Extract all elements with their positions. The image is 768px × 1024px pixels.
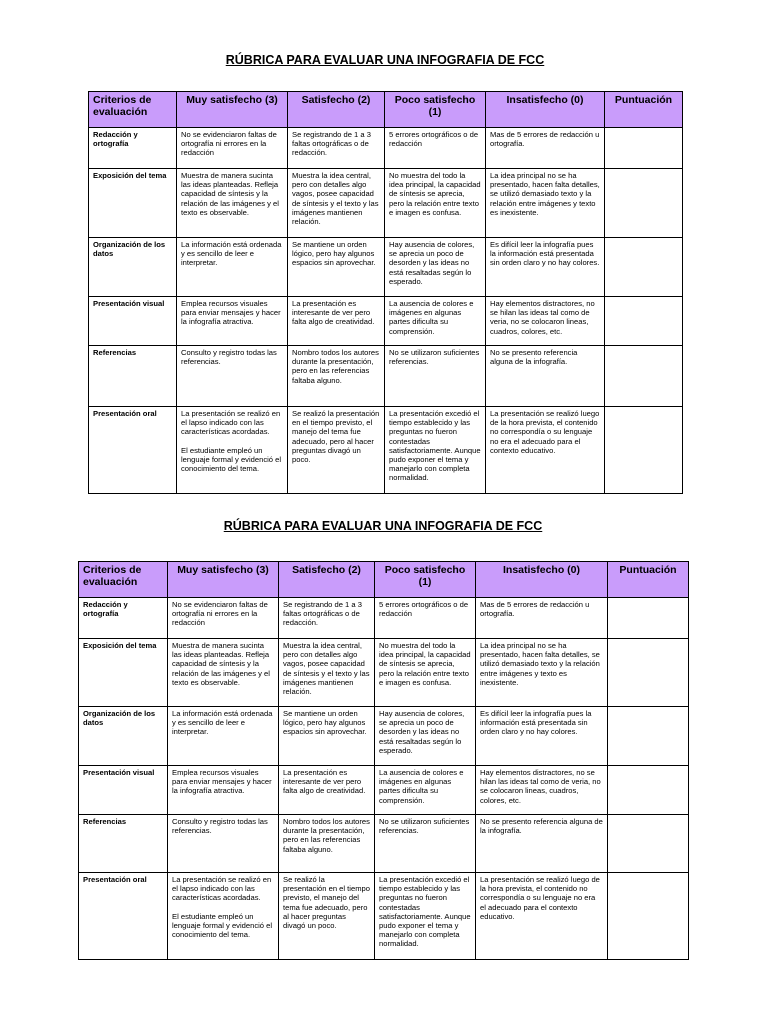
criterion-cell: Organización de los datos: [79, 707, 168, 766]
insatisfecho-cell: La presentación se realizó luego de la hora prevista, el contenido no correspondía o su lenguaje no era el adecuado para el contexto educativo.: [486, 407, 605, 494]
criterion-cell: Exposición del tema: [79, 639, 168, 707]
muy-satisfecho-cell: La información está ordenada y es sencillo de leer e interpretar.: [168, 707, 279, 766]
muy-satisfecho-cell: La información está ordenada y es sencillo de leer e interpretar.: [177, 238, 288, 297]
poco-satisfecho-cell: La presentación excedió el tiempo establecido y las preguntas no fueron contestadas satisfactoriamente. Aunque pudo exponer el tema y manejarlo con completa normalidad.: [375, 873, 476, 960]
satisfecho-cell: Nombro todos los autores durante la presentación, pero en las referencias faltaba alguno.: [288, 346, 385, 407]
satisfecho-cell: La presentación es interesante de ver pero falta algo de creatividad.: [288, 297, 385, 346]
table-row: [79, 873, 689, 960]
satisfecho-cell: Nombro todos los autores durante la presentación, pero en las referencias faltaba alguno.: [279, 815, 375, 873]
puntuacion-cell: [605, 346, 683, 407]
muy-satisfecho-cell: Consulto y registro todas las referencias.: [177, 346, 288, 407]
muy-satisfecho-cell: Consulto y registro todas las referencias.: [168, 815, 279, 873]
poco-satisfecho-cell: No muestra del todo la idea principal, la capacidad de síntesis se aprecia, pero la relación entre texto e imagen es confusa.: [385, 169, 486, 238]
criterion-cell: Referencias: [79, 815, 168, 873]
satisfecho-cell: Muestra la idea central, pero con detalles algo vagos, posee capacidad de síntesis y el texto y las imágenes mantienen relación.: [288, 169, 385, 238]
muy-satisfecho-text: La presentación se realizó en el lapso indicado con las características acordadas.: [172, 875, 272, 903]
insatisfecho-cell: Hay elementos distractores, no se hilan las ideas tal como de veria, no se colocaron lineas, cuadros, colores, etc.: [486, 297, 605, 346]
poco-satisfecho-cell: 5 errores ortográficos o de redacción: [375, 598, 476, 639]
table-row: [89, 346, 683, 407]
header-poco-satisfecho: Poco satisfecho (1): [375, 562, 476, 598]
insatisfecho-cell: La presentación se realizó luego de la hora prevista, el contenido no correspondía o su lenguaje no era el adecuado para el contexto educativo.: [476, 873, 608, 960]
criterion-cell: Referencias: [89, 346, 177, 407]
muy-satisfecho-cell: No se evidenciaron faltas de ortografía ni errores en la redacción: [177, 128, 288, 169]
puntuacion-cell: [608, 598, 689, 639]
puntuacion-cell: [605, 169, 683, 238]
muy-satisfecho-cell: [177, 407, 288, 494]
table-row: [79, 707, 689, 766]
puntuacion-cell: [605, 297, 683, 346]
header-row: [89, 92, 683, 128]
muy-satisfecho-cell: Muestra de manera sucinta las ideas planteadas. Refleja capacidad de síntesis y la relación de las imágenes y el texto es observable.: [168, 639, 279, 707]
insatisfecho-cell: La idea principal no se ha presentado, hacen falta detalles, se utilizó demasiado texto y la relación entre imágenes y texto es inexistente.: [476, 639, 608, 707]
puntuacion-cell: [608, 873, 689, 960]
header-satisfecho: Satisfecho (2): [279, 562, 375, 598]
muy-satisfecho-cell: [168, 873, 279, 960]
poco-satisfecho-cell: Hay ausencia de colores, se aprecia un poco de desorden y las ideas no está resaltadas según lo esperado.: [375, 707, 476, 766]
muy-satisfecho-cell: No se evidenciaron faltas de ortografía ni errores en la redacción: [168, 598, 279, 639]
muy-satisfecho-text-2: El estudiante empleó un lenguaje formal y evidenció el conocimiento del tema.: [181, 445, 282, 474]
header-puntuacion: Puntuación: [608, 562, 689, 598]
insatisfecho-cell: Hay elementos distractores, no se hilan las ideas tal como de veria, no se colocaron lineas, cuadros, colores, etc.: [476, 766, 608, 815]
table-row: [89, 128, 683, 169]
satisfecho-cell: Se realizó la presentación en el tiempo previsto, el manejo del tema fue adecuado, pero al hacer preguntas divagó un poco.: [288, 407, 385, 494]
table-row: [89, 169, 683, 238]
header-puntuacion: Puntuación: [605, 92, 683, 128]
criterion-cell: Presentación oral: [89, 407, 177, 494]
header-satisfecho: Satisfecho (2): [288, 92, 385, 128]
criterion-cell: Presentación visual: [79, 766, 168, 815]
table-row: [79, 766, 689, 815]
muy-satisfecho-text: La presentación se realizó en el lapso indicado con las características acordadas.: [181, 409, 281, 437]
puntuacion-cell: [605, 407, 683, 494]
poco-satisfecho-cell: No se utilizaron suficientes referencias.: [385, 346, 486, 407]
table-row: [79, 598, 689, 639]
satisfecho-cell: La presentación es interesante de ver pero falta algo de creatividad.: [279, 766, 375, 815]
muy-satisfecho-cell: Muestra de manera sucinta las ideas planteadas. Refleja capacidad de síntesis y la relación de las imágenes y el texto es observable.: [177, 169, 288, 238]
criterion-cell: Presentación oral: [79, 873, 168, 960]
insatisfecho-cell: Mas de 5 errores de redacción u ortografía.: [476, 598, 608, 639]
rubric-table-2: [78, 561, 689, 960]
muy-satisfecho-cell: Emplea recursos visuales para enviar mensajes y hacer la infografía atractiva.: [168, 766, 279, 815]
poco-satisfecho-cell: La ausencia de colores e imágenes en algunas partes dificulta su comprensión.: [375, 766, 476, 815]
poco-satisfecho-cell: No muestra del todo la idea principal, la capacidad de síntesis se aprecia, pero la relación entre texto e imagen es confusa.: [375, 639, 476, 707]
poco-satisfecho-cell: La presentación excedió el tiempo establecido y las preguntas no fueron contestadas satisfactoriamente. Aunque pudo exponer el tema y manejarlo con completa normalidad.: [385, 407, 486, 494]
rubric-table: [88, 91, 683, 494]
poco-satisfecho-cell: No se utilizaron suficientes referencias.: [375, 815, 476, 873]
table-row: [89, 297, 683, 346]
page-title: RÚBRICA PARA EVALUAR UNA INFOGRAFIA DE FCC: [225, 53, 545, 67]
rubric-section-2: [78, 516, 688, 960]
criterion-cell: Presentación visual: [89, 297, 177, 346]
table-row: [89, 407, 683, 494]
insatisfecho-cell: Es difícil leer la infografía pues la información está presentada sin orden claro y no hay colores.: [486, 238, 605, 297]
poco-satisfecho-cell: Hay ausencia de colores, se aprecia un poco de desorden y las ideas no está resaltadas según lo esperado.: [385, 238, 486, 297]
insatisfecho-cell: No se presento referencia alguna de la infografía.: [486, 346, 605, 407]
header-muy-satisfecho: Muy satisfecho (3): [168, 562, 279, 598]
satisfecho-cell: Se mantiene un orden lógico, pero hay algunos espacios sin aprovechar.: [288, 238, 385, 297]
satisfecho-cell: Se mantiene un orden lógico, pero hay algunos espacios sin aprovechar.: [279, 707, 375, 766]
satisfecho-cell: Se registrando de 1 a 3 faltas ortográficas o de redacción.: [288, 128, 385, 169]
header-criterios: Criterios de evaluación: [79, 562, 168, 598]
criterion-cell: Redacción y ortografía: [89, 128, 177, 169]
satisfecho-cell: Se registrando de 1 a 3 faltas ortográficas o de redacción.: [279, 598, 375, 639]
header-insatisfecho: Insatisfecho (0): [486, 92, 605, 128]
header-muy-satisfecho: Muy satisfecho (3): [177, 92, 288, 128]
insatisfecho-cell: La idea principal no se ha presentado, hacen falta detalles, se utilizó demasiado texto y la relación entre imágenes y texto es inexistente.: [486, 169, 605, 238]
puntuacion-cell: [608, 639, 689, 707]
insatisfecho-cell: Mas de 5 errores de redacción u ortografía.: [486, 128, 605, 169]
satisfecho-cell: Se realizó la presentación en el tiempo previsto, el manejo del tema fue adecuado, pero al hacer preguntas divagó un poco.: [279, 873, 375, 960]
header-insatisfecho: Insatisfecho (0): [476, 562, 608, 598]
insatisfecho-cell: No se presento referencia alguna de la infografía.: [476, 815, 608, 873]
rubric-section-1: [88, 50, 682, 494]
muy-satisfecho-cell: Emplea recursos visuales para enviar mensajes y hacer la infografía atractiva.: [177, 297, 288, 346]
puntuacion-cell: [608, 707, 689, 766]
poco-satisfecho-cell: 5 errores ortográficos o de redacción: [385, 128, 486, 169]
header-row: [79, 562, 689, 598]
puntuacion-cell: [605, 128, 683, 169]
criterion-cell: Organización de los datos: [89, 238, 177, 297]
page-title-2: RÚBRICA PARA EVALUAR UNA INFOGRAFIA DE FCC: [223, 519, 543, 533]
header-criterios: Criterios de evaluación: [89, 92, 177, 128]
poco-satisfecho-cell: La ausencia de colores e imágenes en algunas partes dificulta su comprensión.: [385, 297, 486, 346]
table-row: [89, 238, 683, 297]
header-poco-satisfecho: Poco satisfecho (1): [385, 92, 486, 128]
insatisfecho-cell: Es difícil leer la infografía pues la información está presentada sin orden claro y no hay colores.: [476, 707, 608, 766]
criterion-cell: Redacción y ortografía: [79, 598, 168, 639]
puntuacion-cell: [608, 766, 689, 815]
puntuacion-cell: [605, 238, 683, 297]
table-row: [79, 639, 689, 707]
satisfecho-cell: Muestra la idea central, pero con detalles algo vagos, posee capacidad de síntesis y el texto y las imágenes mantienen relación.: [279, 639, 375, 707]
table-row: [79, 815, 689, 873]
puntuacion-cell: [608, 815, 689, 873]
criterion-cell: Exposición del tema: [89, 169, 177, 238]
muy-satisfecho-text-2: El estudiante empleó un lenguaje formal y evidenció el conocimiento del tema.: [172, 911, 273, 940]
